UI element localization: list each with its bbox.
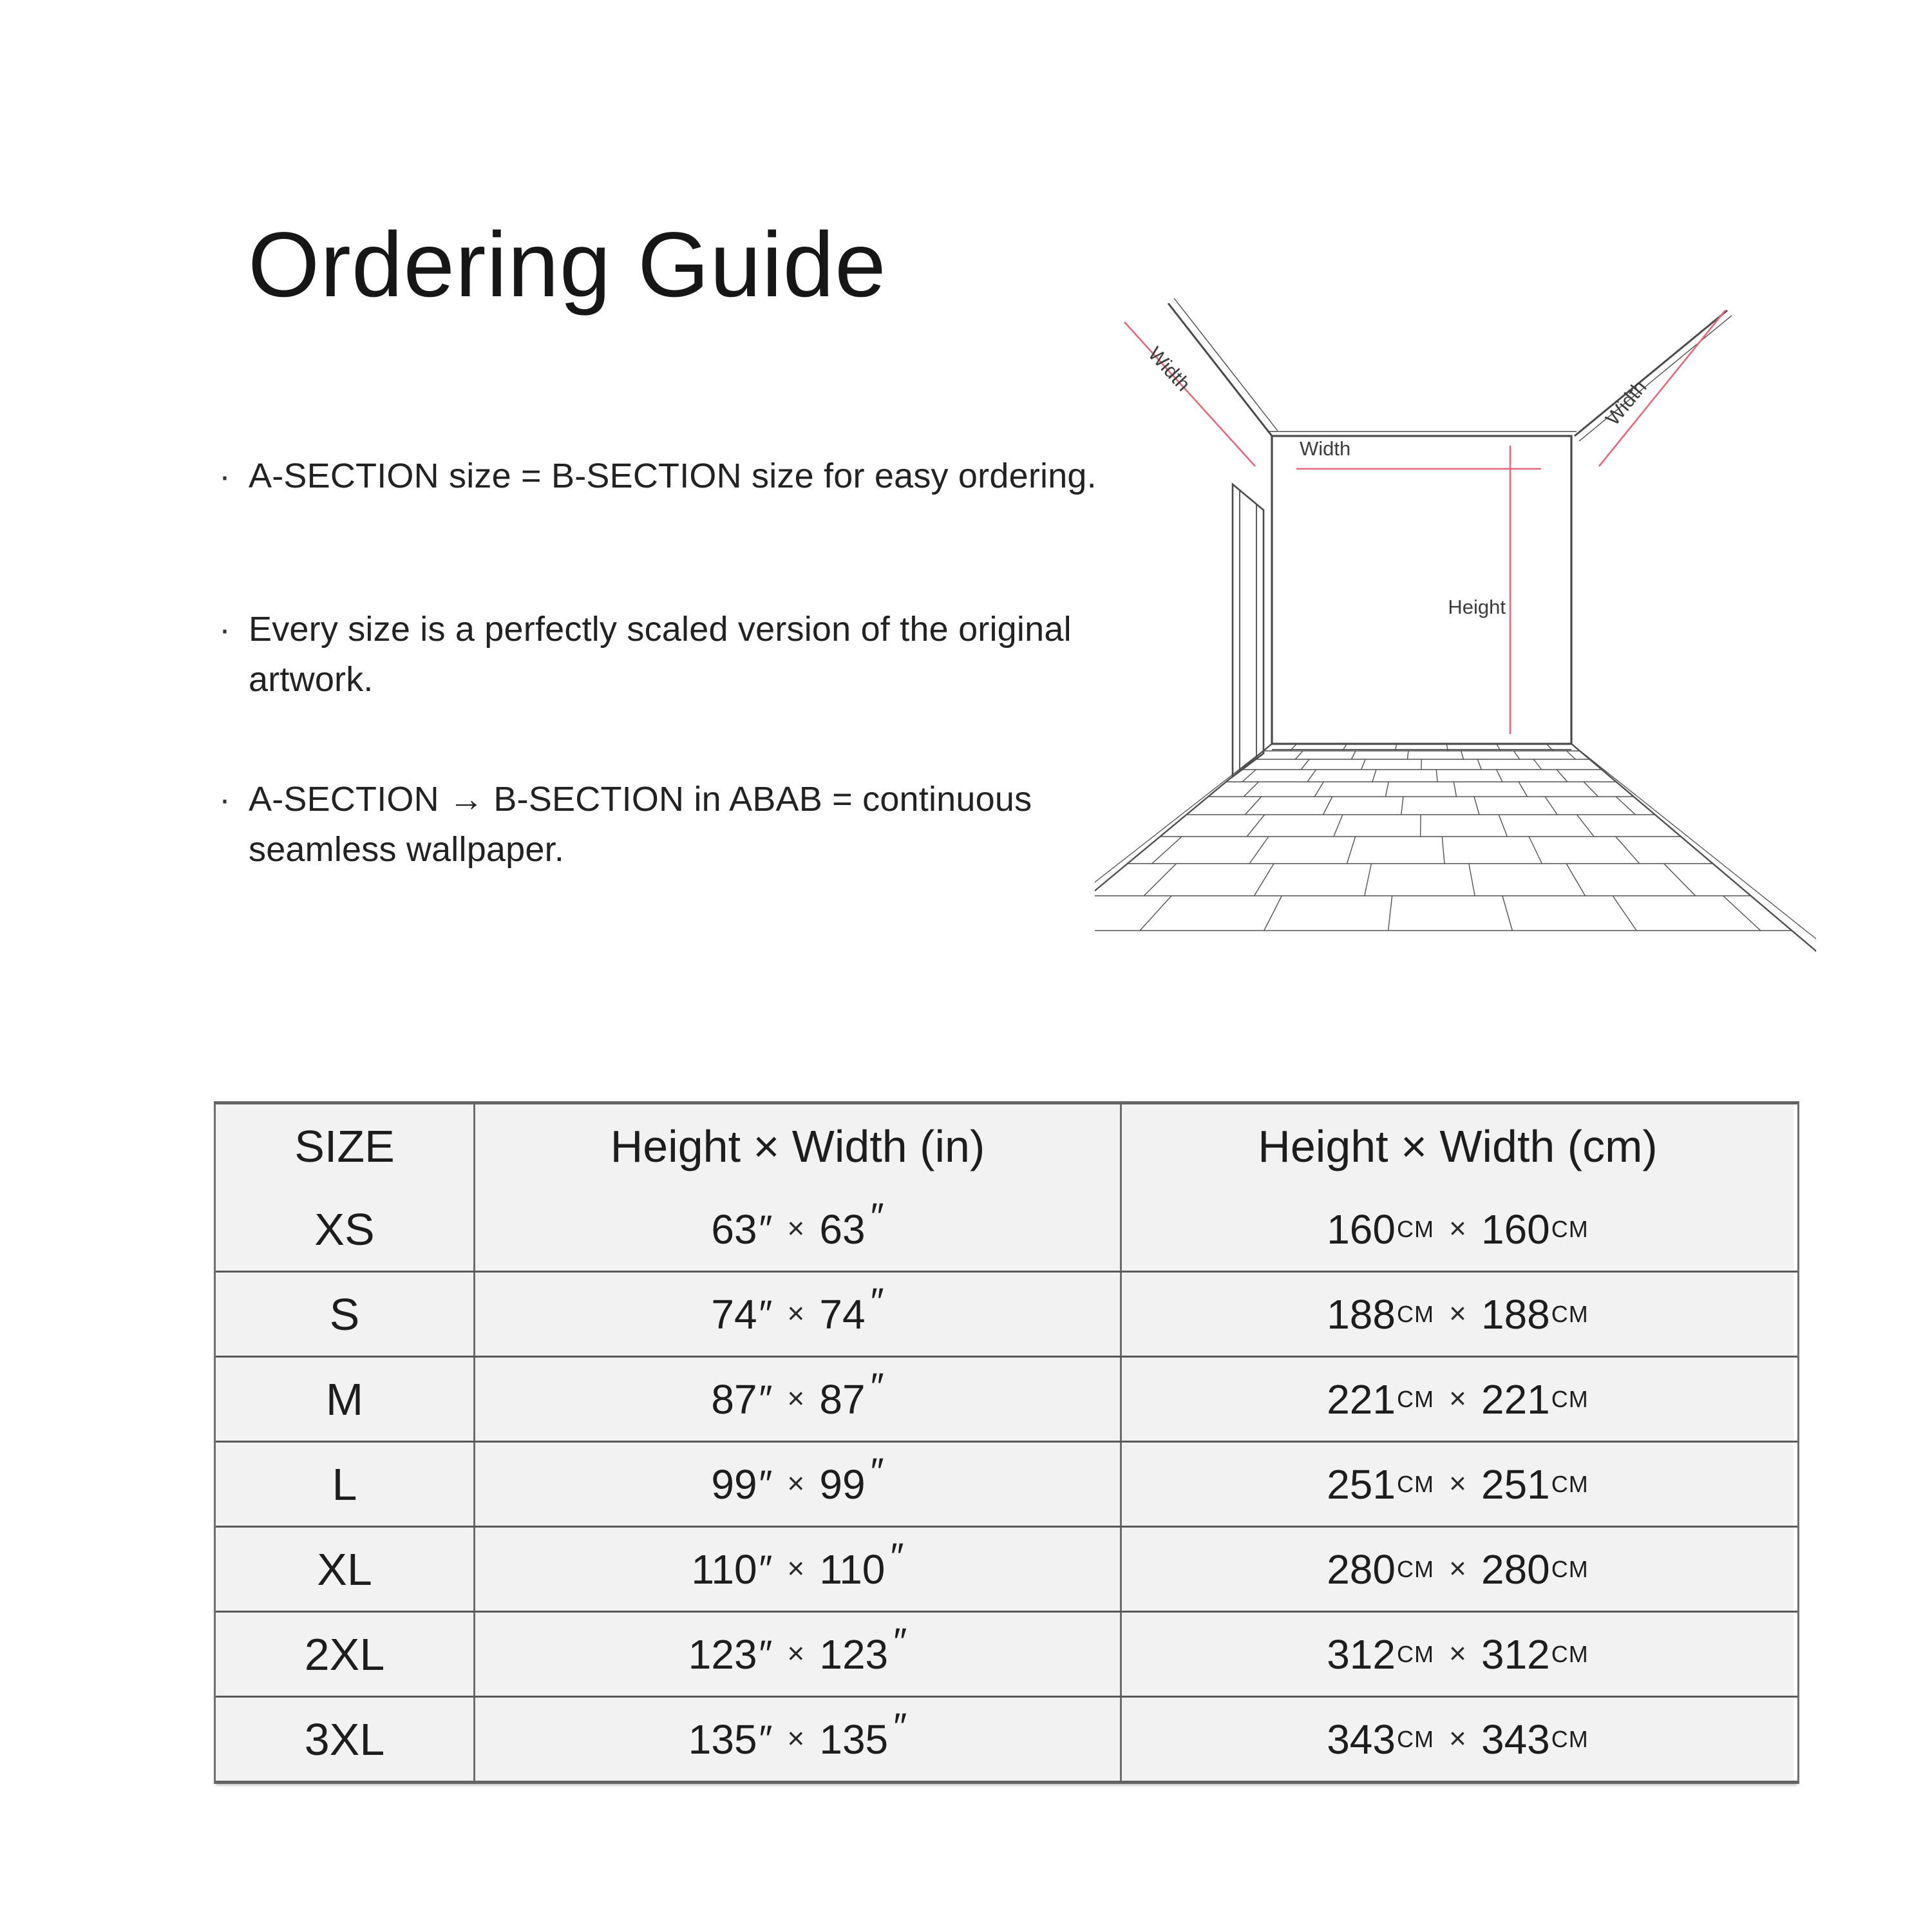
inch-mark: ″	[893, 1620, 907, 1663]
bullet-text: A-SECTION size = B-SECTION size for easy ordering.	[249, 457, 1097, 495]
width-label-left: Width	[1144, 342, 1195, 395]
inch-mark: ″	[759, 1293, 773, 1335]
cm-unit: CM	[1397, 1726, 1434, 1752]
inch-mark: ″	[759, 1633, 773, 1675]
inches-cell: 87 ″ × 87 ″	[473, 1358, 1120, 1441]
size-cell: 3XL	[216, 1698, 473, 1781]
size-cell: M	[216, 1358, 473, 1441]
inch-mark: ″	[759, 1718, 773, 1760]
cm-cell: 188 CM × 188 CM	[1120, 1273, 1794, 1356]
table-row	[216, 1696, 1797, 1781]
inches-cell: 74 ″ × 74 ″	[473, 1273, 1120, 1356]
inch-mark: ″	[890, 1535, 904, 1578]
cm-unit: CM	[1397, 1556, 1434, 1582]
cm-cell: 221 CM × 221 CM	[1120, 1358, 1794, 1441]
size-cell: 2XL	[216, 1613, 473, 1696]
cm-unit: CM	[1551, 1471, 1589, 1497]
table-row	[216, 1611, 1797, 1696]
inch-mark: ″	[870, 1365, 884, 1408]
cm-unit: CM	[1551, 1556, 1589, 1582]
inches-cell: 63 ″ × 63 ″	[473, 1188, 1120, 1271]
inch-mark: ″	[759, 1208, 773, 1250]
times-sign: ×	[1449, 1296, 1466, 1330]
inch-mark: ″	[759, 1548, 773, 1590]
times-sign: ×	[1449, 1211, 1466, 1245]
size-table	[214, 1101, 1799, 1784]
table-row	[216, 1188, 1797, 1271]
cm-unit: CM	[1397, 1301, 1434, 1327]
times-sign: ×	[787, 1551, 805, 1585]
times-sign: ×	[1449, 1551, 1466, 1585]
measure-line-width-right	[1599, 310, 1725, 466]
times-sign: ×	[787, 1466, 805, 1500]
bullet-item	[219, 604, 1072, 705]
cm-unit: CM	[1551, 1641, 1589, 1667]
ceiling-lines	[1168, 298, 1732, 441]
table-row	[216, 1526, 1797, 1611]
times-sign: ×	[787, 1296, 805, 1330]
cm-unit: CM	[1397, 1386, 1434, 1412]
times-sign: ×	[1449, 1466, 1466, 1500]
inches-cell: 135 ″ × 135 ″	[473, 1698, 1120, 1781]
size-cell: XS	[216, 1188, 473, 1271]
width-label-back: Width	[1300, 437, 1351, 460]
inch-mark: ″	[870, 1450, 884, 1493]
column-header-cm: Height × Width (cm)	[1120, 1104, 1794, 1188]
width-label-right: Width	[1601, 375, 1651, 430]
cm-unit: CM	[1551, 1386, 1589, 1412]
size-cell: L	[216, 1443, 473, 1526]
cm-cell: 280 CM × 280 CM	[1120, 1528, 1794, 1611]
table-row	[216, 1441, 1797, 1526]
inch-mark: ″	[870, 1280, 884, 1323]
inch-mark: ″	[759, 1463, 773, 1505]
bullet-item	[219, 451, 1097, 501]
column-header-inches: Height × Width (in)	[473, 1104, 1120, 1188]
door	[1233, 484, 1264, 777]
inch-mark: ″	[759, 1378, 773, 1420]
inches-cell: 99 ″ × 99 ″	[473, 1443, 1120, 1526]
table-body	[216, 1188, 1797, 1781]
inches-cell: 123 ″ × 123 ″	[473, 1613, 1120, 1696]
cm-unit: CM	[1397, 1471, 1434, 1497]
cm-cell: 251 CM × 251 CM	[1120, 1443, 1794, 1526]
cm-unit: CM	[1551, 1726, 1589, 1752]
bullet-marker: ·	[219, 610, 231, 649]
inches-cell: 110 ″ × 110 ″	[473, 1528, 1120, 1611]
cm-cell: 160 CM × 160 CM	[1120, 1188, 1794, 1271]
times-sign: ×	[787, 1636, 805, 1670]
measure-line-width-left	[1124, 322, 1255, 466]
cm-unit: CM	[1551, 1216, 1589, 1242]
bullet-text: A-SECTION → B-SECTION in ABAB = continuous seamless wallpaper.	[249, 780, 1032, 869]
cm-cell: 312 CM × 312 CM	[1120, 1613, 1794, 1696]
floor-edges	[1095, 744, 1816, 979]
times-sign: ×	[787, 1211, 805, 1245]
wall-outline	[1272, 436, 1571, 744]
bullet-marker: ·	[219, 457, 231, 495]
bullet-item	[219, 774, 1032, 875]
inch-mark: ″	[893, 1705, 907, 1748]
times-sign: ×	[1449, 1381, 1466, 1415]
room-diagram	[1095, 258, 1816, 979]
floor	[1095, 744, 1792, 931]
table-header-row	[216, 1104, 1797, 1188]
cm-unit: CM	[1397, 1216, 1434, 1242]
times-sign: ×	[1449, 1721, 1466, 1755]
height-label: Height	[1448, 596, 1506, 618]
table-row	[216, 1356, 1797, 1441]
cm-unit: CM	[1551, 1301, 1589, 1327]
times-sign: ×	[787, 1721, 805, 1755]
cm-unit: CM	[1397, 1641, 1434, 1667]
size-cell: XL	[216, 1528, 473, 1611]
bullet-marker: ·	[219, 780, 231, 819]
inch-mark: ″	[870, 1195, 884, 1238]
cm-cell: 343 CM × 343 CM	[1120, 1698, 1794, 1781]
size-cell: S	[216, 1273, 473, 1356]
times-sign: ×	[787, 1381, 805, 1415]
column-header-size: SIZE	[216, 1104, 473, 1188]
times-sign: ×	[1449, 1636, 1466, 1670]
bullet-text: Every size is a perfectly scaled version of the original artwork.	[249, 610, 1072, 699]
table-row	[216, 1271, 1797, 1356]
page-title: Ordering Guide	[248, 214, 887, 316]
